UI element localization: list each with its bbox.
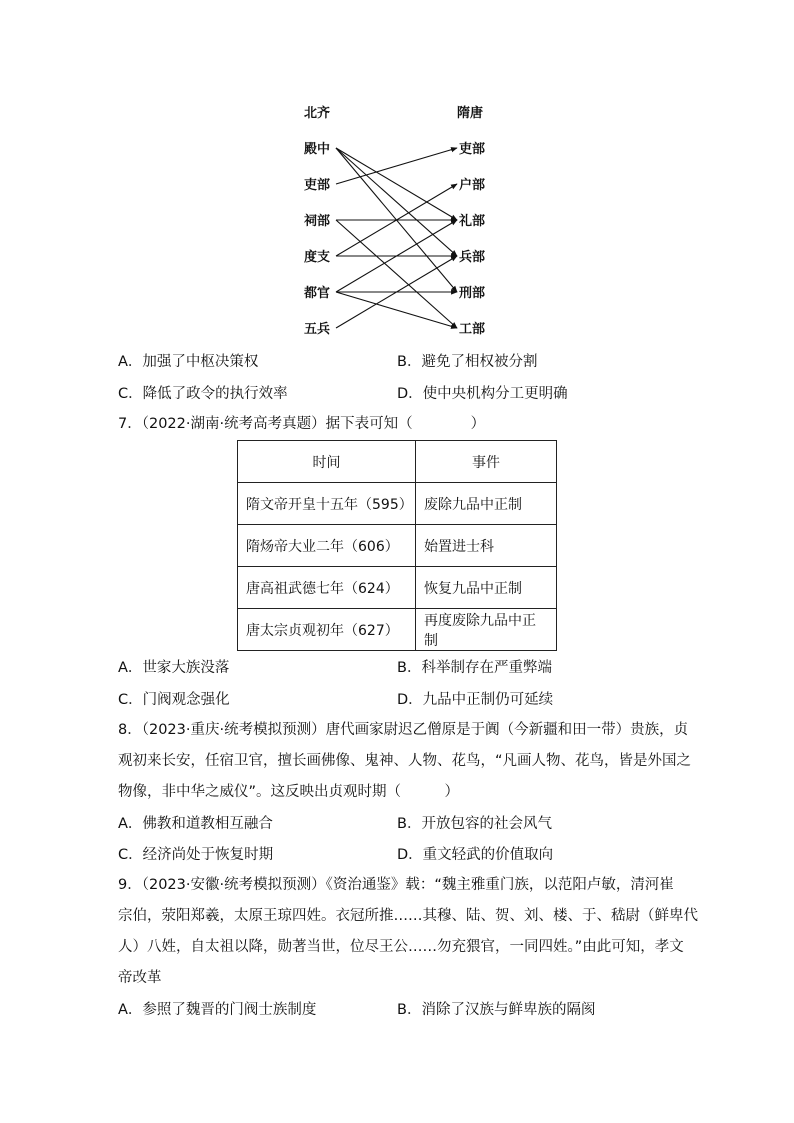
right-header: 隋唐 [457, 106, 484, 121]
right-item: 礼部 [459, 214, 486, 229]
table-cell-event: 恢复九品中正制 [416, 567, 557, 609]
q6-option-a[interactable]: A．加强了中枢决策权 [118, 354, 259, 370]
q7-option-b[interactable]: B．科举制存在严重弊端 [397, 660, 552, 676]
q6-option-c[interactable]: C．降低了政令的执行效率 [118, 386, 288, 402]
right-item: 刑部 [459, 286, 486, 301]
q8-option-a[interactable]: A．佛教和道教相互融合 [118, 816, 273, 832]
q9-option-b[interactable]: B．消除了汉族与鲜卑族的隔阂 [397, 1002, 596, 1018]
q8-stem-line: 物像，非中华之威仪”。这反映出贞观时期（ ） [118, 784, 460, 800]
right-item: 户部 [459, 178, 486, 193]
mapping-arrow [336, 220, 457, 328]
q9-option-a[interactable]: A．参照了魏晋的门阀士族制度 [118, 1002, 317, 1018]
table-header: 事件 [416, 441, 557, 483]
q8-option-d[interactable]: D．重文轻武的价值取向 [397, 847, 554, 863]
q8-option-c[interactable]: C．经济尚处于恢复时期 [118, 847, 274, 863]
right-item: 吏部 [459, 142, 486, 157]
q7-option-d[interactable]: D．九品中正制仍可延续 [397, 692, 554, 708]
table-row [238, 567, 557, 609]
right-item: 兵部 [459, 250, 486, 265]
table-row [238, 525, 557, 567]
left-item: 吏部 [304, 178, 331, 193]
table-cell-time: 唐高祖武德七年（624） [238, 567, 416, 609]
q6-option-d[interactable]: D．使中央机构分工更明确 [397, 386, 568, 402]
q7-stem: 7．（2022·湖南·统考高考真题）据下表可知（ ） [118, 416, 486, 432]
q9-stem-line: 人）八姓，自太祖以降，勋著当世，位尽王公……勿充猥官，一同四姓。”由此可知，孝文 [118, 939, 684, 955]
left-header: 北齐 [304, 106, 331, 121]
q9-stem-line: 宗伯，荥阳郑羲，太原王琼四姓。衣冠所推……其穆、陆、贺、刘、楼、于、嵇尉（鲜卑代 [118, 908, 698, 924]
mapping-arrow [336, 148, 457, 184]
left-item: 殿中 [304, 142, 331, 157]
right-item: 工部 [459, 322, 486, 337]
left-item: 都官 [304, 286, 331, 301]
q8-stem-line: 8．（2023·重庆·统考模拟预测）唐代画家尉迟乙僧原是于阗（今新疆和田一带）贵族，贞 [118, 722, 689, 738]
left-item: 五兵 [304, 322, 331, 337]
table-cell-event: 废除九品中正制 [416, 483, 557, 525]
table-row [238, 609, 557, 651]
department-mapping-diagram [290, 95, 510, 345]
table-cell-event: 始置进士科 [416, 525, 557, 567]
mapping-arrow [336, 148, 457, 256]
left-item: 度支 [304, 250, 331, 265]
mapping-arrow [336, 148, 457, 220]
q6-option-b[interactable]: B．避免了相权被分割 [397, 354, 538, 370]
q8-option-b[interactable]: B．开放包容的社会风气 [397, 816, 552, 832]
table-header-row [238, 441, 557, 483]
table-row [238, 483, 557, 525]
table-cell-time: 隋文帝开皇十五年（595） [238, 483, 416, 525]
q8-stem-line: 观初来长安，任宿卫官，擅长画佛像、鬼神、人物、花鸟，“凡画人物、花鸟，皆是外国之 [118, 753, 692, 769]
q7-option-a[interactable]: A．世家大族没落 [118, 660, 230, 676]
table-header: 时间 [238, 441, 416, 483]
q7-option-c[interactable]: C．门阀观念强化 [118, 692, 230, 708]
q9-stem-line: 9．（2023·安徽·统考模拟预测）《资治通鉴》载：“魏主雅重门族，以范阳卢敏，清河崔 [118, 877, 674, 893]
left-item: 祠部 [304, 214, 331, 229]
table-cell-time: 隋炀帝大业二年（606） [238, 525, 416, 567]
events-table [237, 440, 557, 651]
mapping-arrow [336, 292, 457, 328]
q9-stem-line: 帝改革 [118, 970, 162, 986]
table-cell-event: 再度废除九品中正制 [416, 609, 557, 651]
table-cell-time: 唐太宗贞观初年（627） [238, 609, 416, 651]
